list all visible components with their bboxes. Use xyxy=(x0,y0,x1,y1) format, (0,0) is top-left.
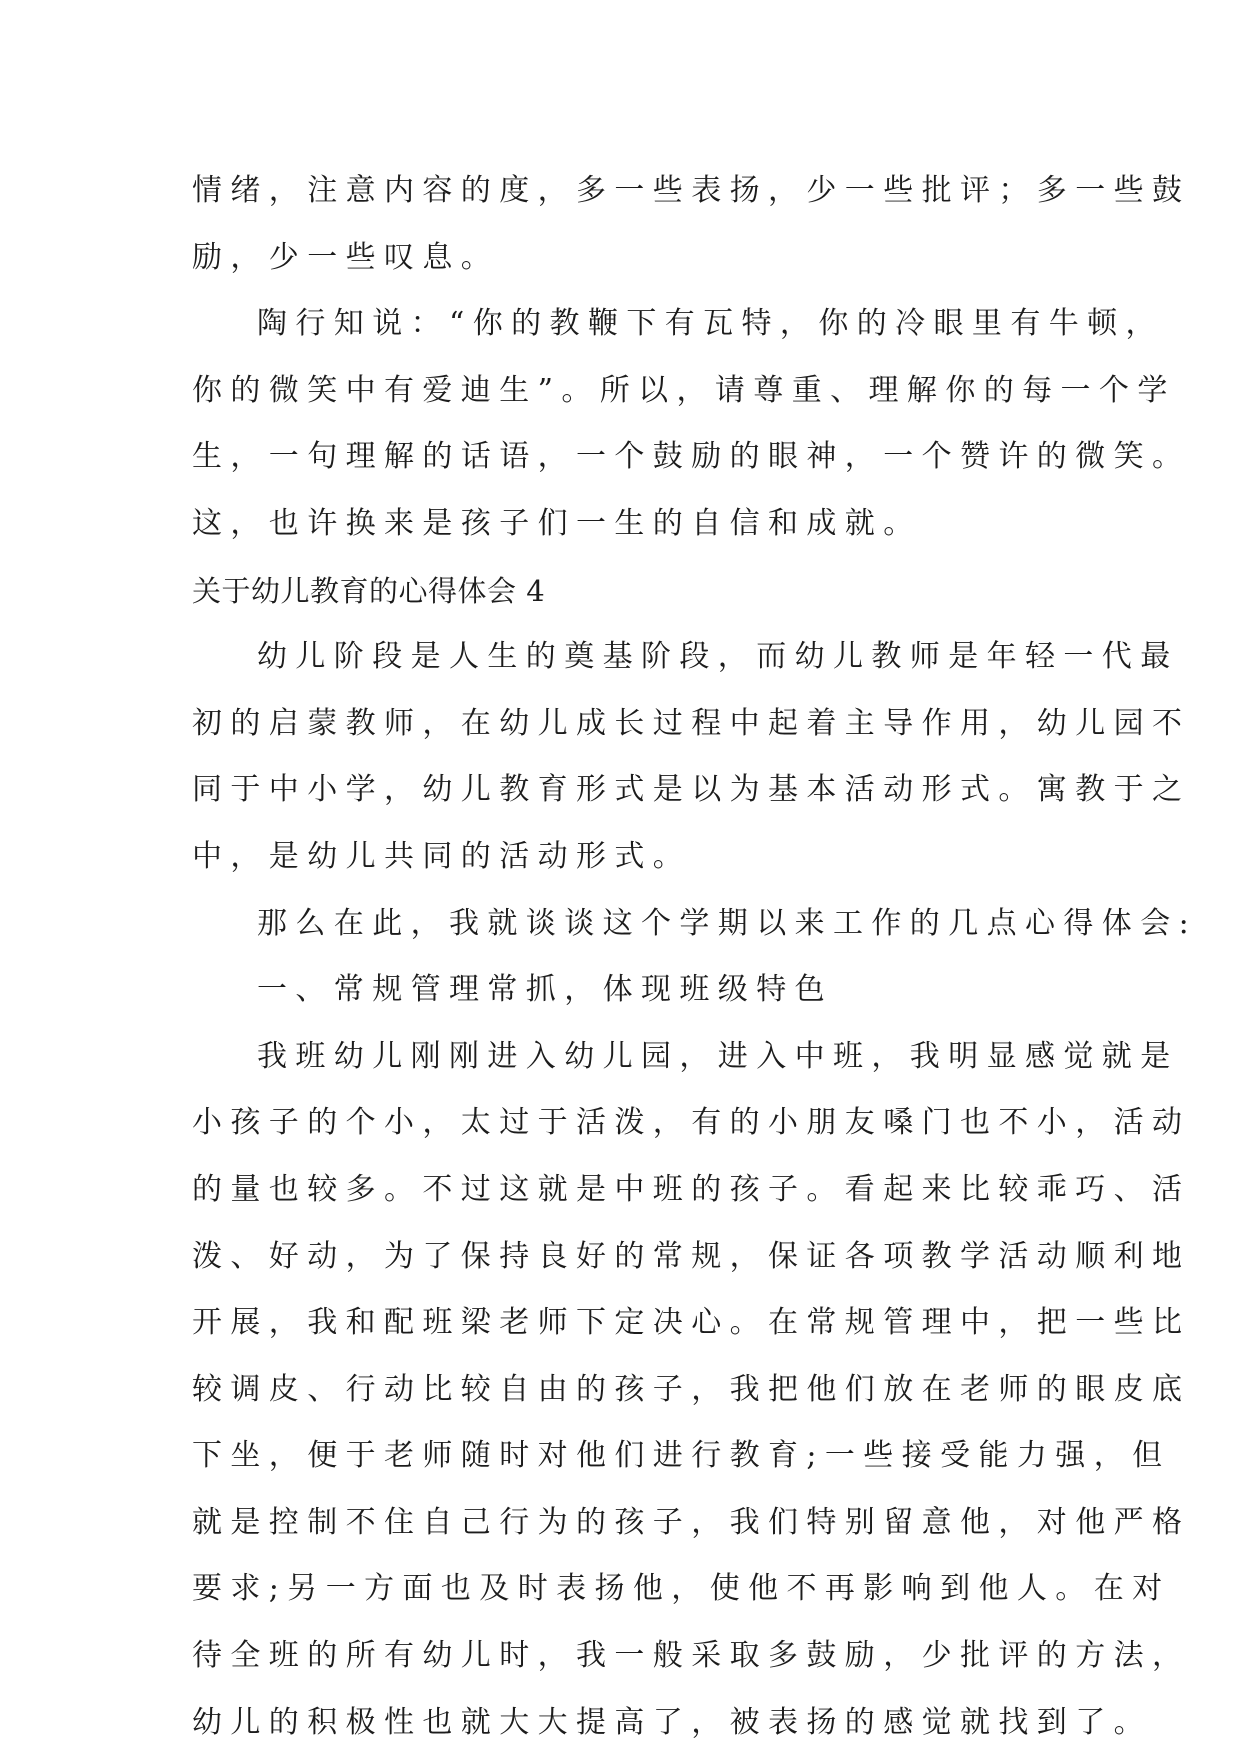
subheading-line: 一、常规管理常抓，体现班级特色 xyxy=(257,972,833,1008)
paragraph-start-line: 我班幼儿刚刚进入幼儿园，进入中班，我明显感觉就是 xyxy=(257,1038,1179,1074)
text-line: 同于中小学，幼儿教育形式是以为基本活动形式。寓教于之 xyxy=(192,772,1191,808)
text-line: 泼、好动，为了保持良好的常规，保证各项教学活动顺利地 xyxy=(192,1238,1191,1274)
text-line: 就是控制不住自己行为的孩子，我们特别留意他，对他严格 xyxy=(192,1504,1191,1540)
text-line: 下坐，便于老师随时对他们进行教育;一些接受能力强，但 xyxy=(192,1438,1171,1474)
text-line: 初的启蒙教师，在幼儿成长过程中起着主导作用，幼儿园不 xyxy=(192,705,1191,741)
text-line: 要求;另一方面也及时表扬他，使他不再影响到他人。在对 xyxy=(192,1571,1171,1607)
text-line: 较调皮、行动比较自由的孩子，我把他们放在老师的眼皮底 xyxy=(192,1371,1191,1407)
text-line: 中，是幼儿共同的活动形式。 xyxy=(192,838,692,874)
text-line: 开展，我和配班梁老师下定决心。在常规管理中，把一些比 xyxy=(192,1305,1191,1341)
document-body xyxy=(192,158,1198,1756)
paragraph-start-line: 陶行知说：“你的教鞭下有瓦特，你的冷眼里有牛顿， xyxy=(257,306,1164,342)
text-line: 幼儿的积极性也就大大提高了，被表扬的感觉就找到了。 xyxy=(192,1704,1152,1740)
text-line: 的量也较多。不过这就是中班的孩子。看起来比较乖巧、活 xyxy=(192,1171,1191,1207)
text-line: 小孩子的个小，太过于活泼，有的小朋友嗓门也不小，活动 xyxy=(192,1105,1191,1141)
text-line: 励，少一些叹息。 xyxy=(192,239,500,275)
text-line: 情绪，注意内容的度，多一些表扬，少一些批评；多一些鼓 xyxy=(192,173,1191,208)
text-line: 你的微笑中有爱迪生”。所以，请尊重、理解你的每一个学 xyxy=(192,372,1176,408)
text-line: 待全班的所有幼儿时，我一般采取多鼓励，少批评的方法， xyxy=(192,1638,1191,1674)
paragraph-start-line: 那么在此，我就谈谈这个学期以来工作的几点心得体会: xyxy=(257,905,1198,941)
text-line: 生，一句理解的话语，一个鼓励的眼神，一个赞许的微笑。 xyxy=(192,439,1191,475)
paragraph-start-line: 幼儿阶段是人生的奠基阶段，而幼儿教师是年轻一代最 xyxy=(257,639,1179,675)
section-heading: 关于幼儿教育的心得体会 4 xyxy=(192,573,546,608)
text-line: 这，也许换来是孩子们一生的自信和成就。 xyxy=(192,505,922,541)
